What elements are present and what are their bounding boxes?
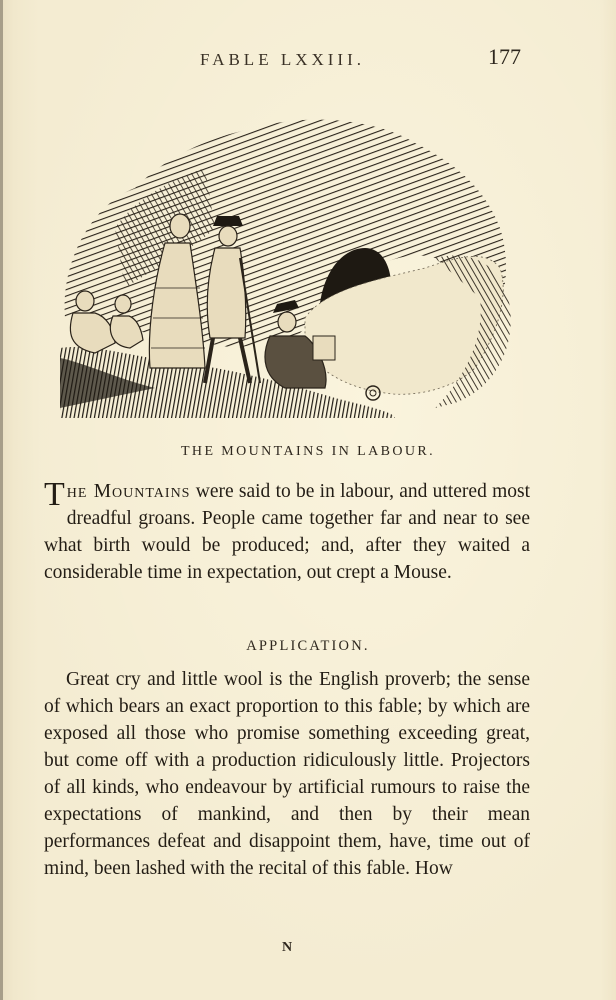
fable-text: were said to be in labour, and uttered most dreadful groans. People came together far and near to see what birth would be produced; and, after they waited a considerable time in expectation, out crept a Mouse. [44,481,530,583]
illustration-caption: THE MOUNTAINS IN LABOUR. [180,444,436,459]
drop-cap: T [44,476,65,513]
signature-mark: N [282,940,293,955]
page-number: 177 [488,44,521,69]
fable-paragraph [44,478,530,586]
page-gutter-edge [0,0,3,1000]
application-paragraph: Great cry and little wool is the English proverb; the sense of which bears an exact proportion to this fable; by which are exposed all those who promise something exceeding great, but come off with a production ridiculously little. Projectors of all kinds, who endeavour by artificial rumours to raise the expectations of mankind, and then by their mean performances defeat and disappoint them, have, time out of mind, been lashed with the recital of this fable. How [44,669,530,879]
application-heading: APPLICATION. [246,638,370,654]
running-head: FABLE LXXIII. [200,50,365,69]
fable-first-words: he Mountains [66,481,191,502]
engraving-illustration [55,108,515,428]
